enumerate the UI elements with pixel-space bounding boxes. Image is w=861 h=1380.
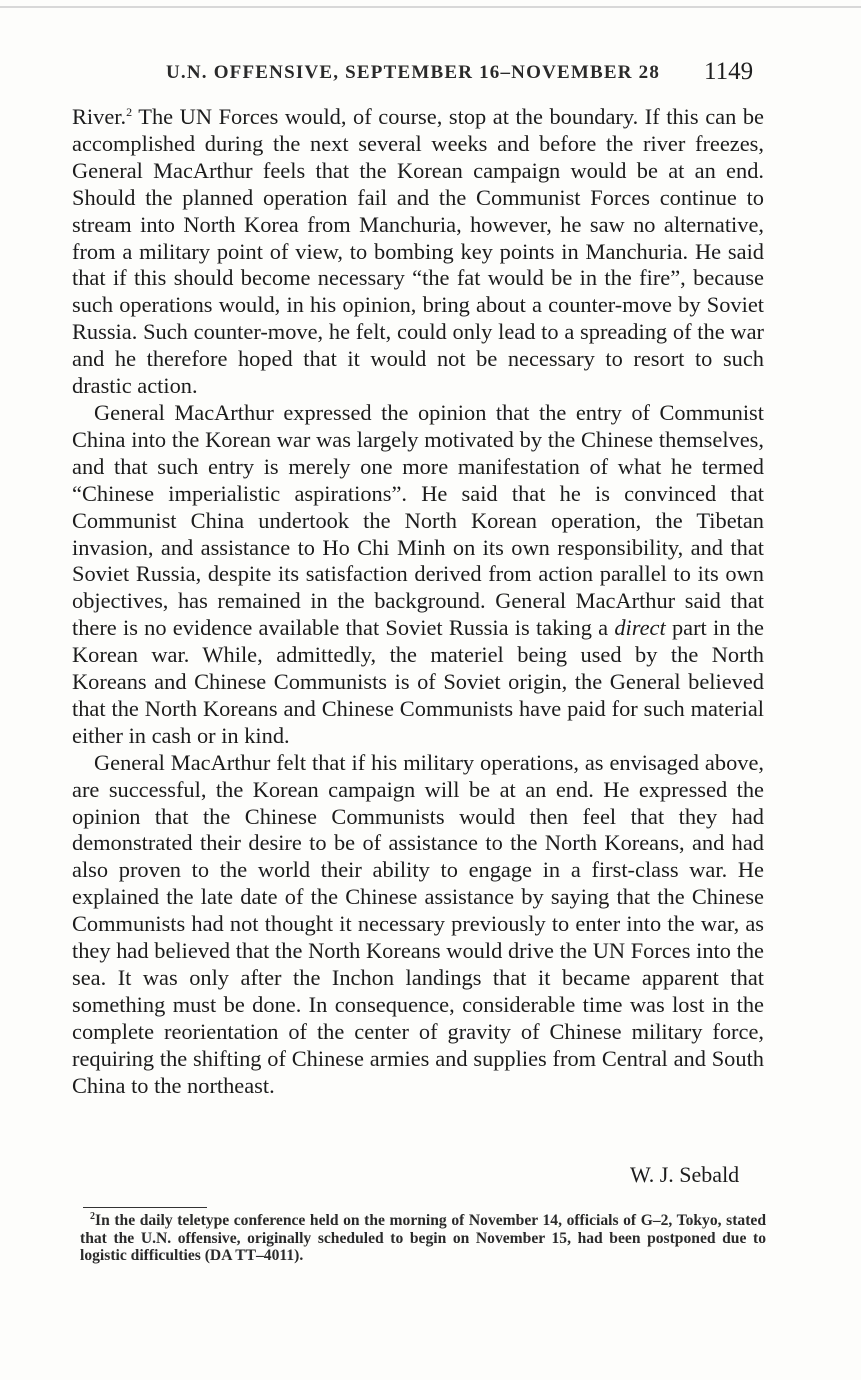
footnote-marker: 2	[90, 1211, 95, 1222]
footnote-text: In the daily teletype conference held on the morning of November 14, officials of G–2, Tokyo, stated that the U.N. offensive, originally scheduled to begin on November 15, had been postponed due to logistic difficulties (DA TT–4011).	[80, 1212, 766, 1264]
page-top-edge	[0, 6, 861, 8]
paragraph-2-start: General MacArthur expressed the opinion that the entry of Communist China into the Korean war was largely motivated by the Chinese themselves, and that such entry is merely one more manifestation of what he termed “Chinese imperialistic aspirations”. He said that he is convinced that Communist China undertook the North Korean operation, the Tibetan invasion, and assistance to Ho Chi Minh on its own responsibility, and that Soviet Russia, despite its satisfaction derived from action parallel to its own objectives, has remained in the background. General MacArthur said that there is no evidence available that Soviet Russia is taking a	[72, 399, 764, 641]
page-number: 1149	[704, 58, 754, 85]
paragraph-2-rest: part in the Korean war. While, admittedly, the materiel being used by the North Koreans and Chinese Communists is of Soviet origin, the General believed that the North Koreans and Chinese Communists have paid for such material either in cash or in kind.	[72, 615, 764, 748]
paragraph-1-rest: The UN Forces would, of course, stop at the boundary. If this can be accomplished during the next several weeks and before the river freezes, General MacArthur feels that the Korean campaign would be at an end. Should the planned operation fail and the Communist Forces continue to stream into North Korea from Manchuria, however, he saw no alternative, from a military point of view, to bombing key points in Manchuria. He said that if this should become necessary “the fat would be in the fire”, because such operations would, in his opinion, bring about a counter-move by Soviet Russia. Such counter-move, he felt, could only lead to a spreading of the war and he therefore hoped that it would not be necessary to resort to such drastic action.	[72, 104, 764, 399]
footnote-reference: 2	[126, 105, 133, 119]
footnote	[80, 1212, 766, 1265]
paragraph-1	[72, 104, 764, 400]
body-text	[72, 104, 764, 1100]
paragraph-3: General MacArthur felt that if his military operations, as envisaged above, are successful, the Korean campaign will be at an end. He expressed the opinion that the Chinese Communists would then feel that they had demonstrated their desire to be of assistance to the North Koreans, and had also proven to the world their ability to engage in a first-class war. He explained the late date of the Chinese assistance by saying that the Chinese Communists had not thought it necessary previously to enter into the war, as they had believed that the North Koreans would drive the UN Forces into the sea. It was only after the Inchon landings that it became apparent that something must be done. In consequence, considerable time was lost in the complete reorientation of the center of gravity of Chinese military force, requiring the shifting of Chinese armies and supplies from Central and South China to the northeast.	[72, 749, 764, 1098]
paragraph-2-italic: direct	[614, 615, 666, 641]
signature: W. J. Sebald	[630, 1162, 740, 1187]
running-head: U.N. OFFENSIVE, SEPTEMBER 16–NOVEMBER 28	[166, 62, 661, 83]
footnote-rule	[83, 1207, 207, 1208]
paragraph-1-start: River.	[72, 104, 127, 129]
paragraph-2	[72, 400, 764, 750]
footnote-paragraph	[80, 1212, 766, 1265]
